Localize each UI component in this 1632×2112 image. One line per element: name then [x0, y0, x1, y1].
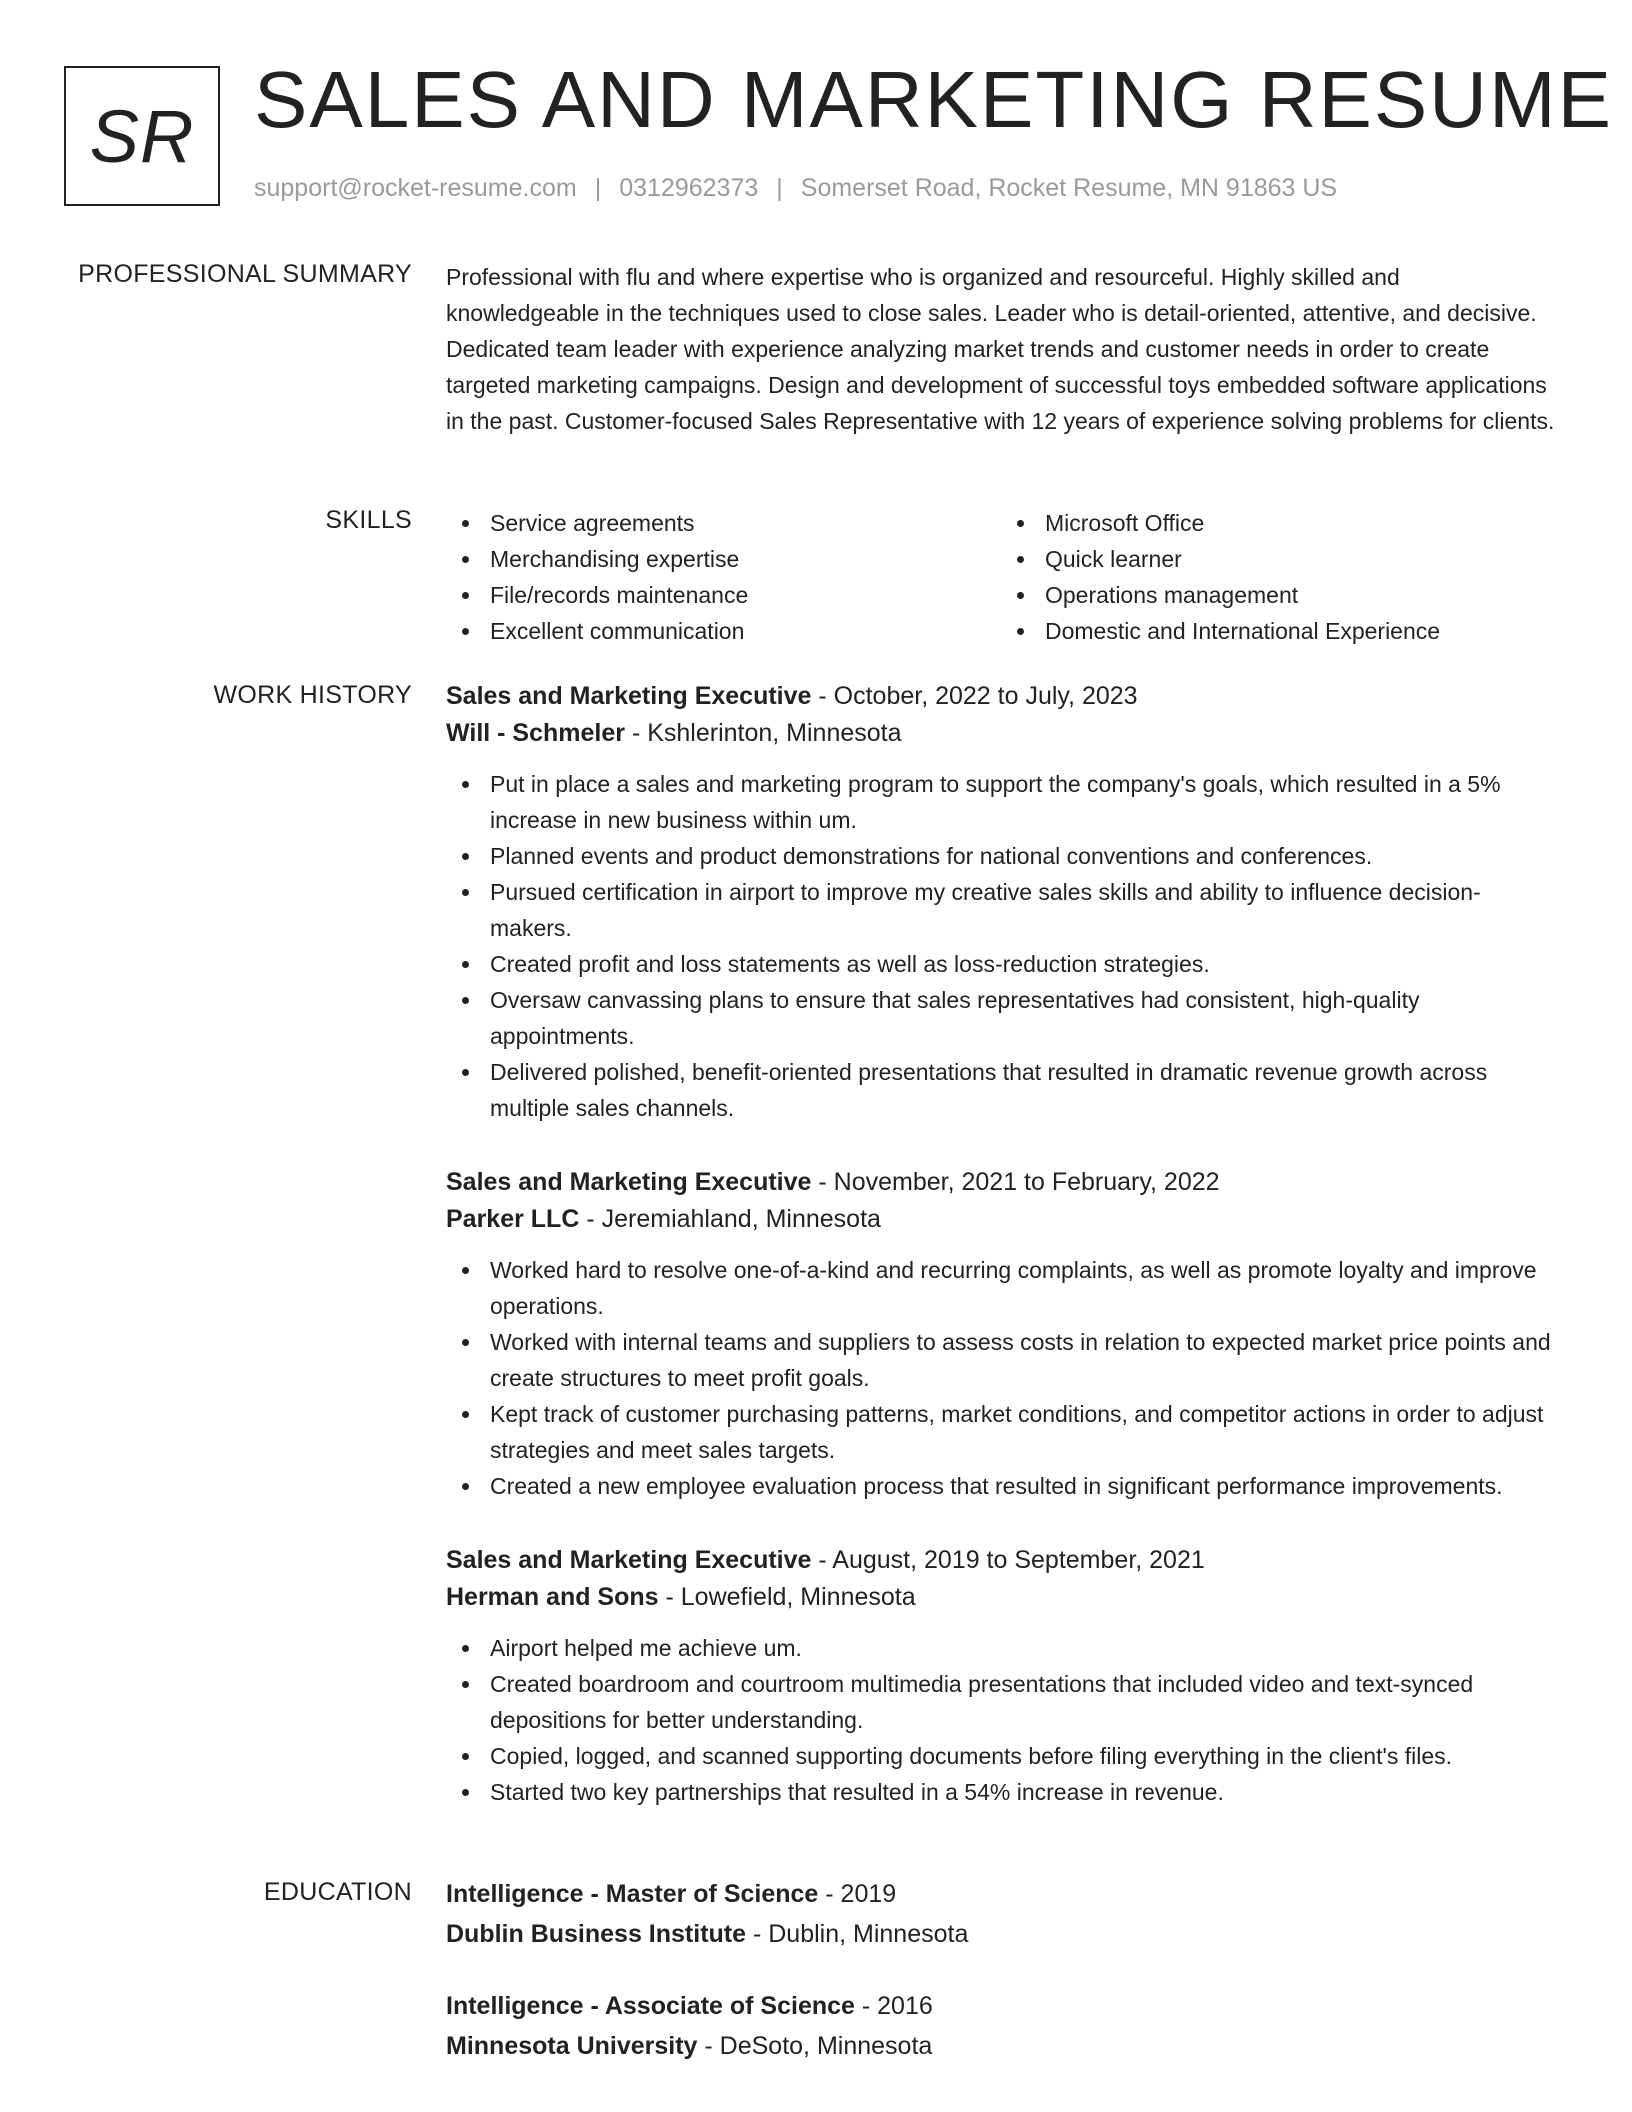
monogram-badge: SR	[64, 66, 220, 206]
job-duty: Created boardroom and courtroom multimedia presentations that included video and text-synced depositions for better understanding.	[490, 1666, 1556, 1738]
job-duties	[446, 766, 1556, 1126]
skill-item: Domestic and International Experience	[1045, 613, 1556, 649]
job-duty: Started two key partnerships that resulted in a 54% increase in revenue.	[490, 1774, 1556, 1810]
degree: Intelligence - Associate of Science	[446, 1992, 855, 2020]
skill-item: Excellent communication	[490, 613, 1001, 649]
education-heading: EDUCATION	[263, 1878, 412, 1906]
contact-separator: |	[594, 174, 602, 202]
degree-year: - 2016	[854, 1992, 933, 2020]
job-duty: Copied, logged, and scanned supporting documents before filing everything in the client's files.	[490, 1738, 1556, 1774]
contact-phone[interactable]: 0312962373	[619, 174, 759, 202]
summary-heading: PROFESSIONAL SUMMARY	[78, 260, 412, 288]
job-duty: Created a new employee evaluation process that resulted in significant performance improvements.	[490, 1468, 1556, 1504]
job-title: Sales and Marketing Executive	[446, 1168, 812, 1196]
skills-columns	[446, 505, 1556, 649]
job-title-line	[446, 1542, 1556, 1579]
job-dates: - November, 2021 to February, 2022	[811, 1168, 1220, 1196]
degree-line	[446, 1986, 1556, 2026]
skills-heading: SKILLS	[325, 506, 412, 534]
job-title-line	[446, 678, 1556, 715]
school: Minnesota University	[446, 2032, 698, 2060]
job-location: - Kshlerinton, Minnesota	[625, 719, 902, 747]
job-location: - Lowefield, Minnesota	[658, 1583, 916, 1611]
skill-item: File/records maintenance	[490, 577, 1001, 613]
job-duty: Oversaw canvassing plans to ensure that sales representatives had consistent, high-quality appointments.	[490, 982, 1556, 1054]
education-entry	[446, 1874, 1556, 1954]
job-duty: Worked hard to resolve one-of-a-kind and recurring complaints, as well as promote loyalty and improve operations.	[490, 1252, 1556, 1324]
contact-address: Somerset Road, Rocket Resume, MN 91863 US	[800, 174, 1338, 202]
work-history-heading: WORK HISTORY	[213, 681, 412, 709]
job-duty: Worked with internal teams and suppliers to assess costs in relation to expected market price points and create structures to meet profit goals.	[490, 1324, 1556, 1396]
degree-year: - 2019	[818, 1880, 897, 1908]
work-history-body	[446, 678, 1556, 1848]
job-duties	[446, 1252, 1556, 1504]
job-company: Parker LLC	[446, 1205, 580, 1233]
job-duty: Delivered polished, benefit-oriented presentations that resulted in dramatic revenue growth across multiple sales channels.	[490, 1054, 1556, 1126]
school-location: - Dublin, Minnesota	[746, 1920, 969, 1948]
job-company: Will - Schmeler	[446, 719, 625, 747]
degree: Intelligence - Master of Science	[446, 1880, 819, 1908]
job-duty: Created profit and loss statements as well as loss-reduction strategies.	[490, 946, 1556, 982]
degree-line	[446, 1874, 1556, 1914]
skills-list-right	[1001, 505, 1556, 649]
job-duty: Kept track of customer purchasing patterns, market conditions, and competitor actions in order to adjust strategies and meet sales targets.	[490, 1396, 1556, 1468]
job-entry	[446, 1542, 1556, 1810]
contact-email[interactable]: support@rocket-resume.com	[254, 174, 577, 202]
job-company-line	[446, 1579, 1556, 1616]
skill-item: Service agreements	[490, 505, 1001, 541]
job-title: Sales and Marketing Executive	[446, 1546, 812, 1574]
summary-text: Professional with flu and where expertise who is organized and resourceful. Highly skilled and knowledgeable in the techniques used to close sales. Leader who is detail-oriented, attentive, and decisive. Dedicated team leader with experience analyzing market trends and customer needs in order to create targeted marketing campaigns. Design and development of successful toys embedded software applications in the past. Customer-focused Sales Representative with 12 years of experience solving problems for clients.	[446, 264, 1555, 434]
school: Dublin Business Institute	[446, 1920, 747, 1948]
skill-item: Microsoft Office	[1045, 505, 1556, 541]
job-entry	[446, 678, 1556, 1126]
job-dates: - October, 2022 to July, 2023	[811, 682, 1138, 710]
skills-body	[446, 505, 1556, 649]
job-duty: Planned events and product demonstrations for national conventions and conferences.	[490, 838, 1556, 874]
education-entry	[446, 1986, 1556, 2066]
school-location: - DeSoto, Minnesota	[697, 2032, 933, 2060]
school-line	[446, 1914, 1556, 1954]
job-company-line	[446, 1201, 1556, 1238]
skill-item: Merchandising expertise	[490, 541, 1001, 577]
job-duties	[446, 1630, 1556, 1810]
education-body	[446, 1874, 1556, 2098]
skill-item: Operations management	[1045, 577, 1556, 613]
job-title-line	[446, 1164, 1556, 1201]
contact-line	[254, 174, 1337, 203]
school-line	[446, 2026, 1556, 2066]
job-duty: Put in place a sales and marketing program to support the company's goals, which resulted in a 5% increase in new business within um.	[490, 766, 1556, 838]
job-location: - Jeremiahland, Minnesota	[579, 1205, 881, 1233]
skill-item: Quick learner	[1045, 541, 1556, 577]
job-title: Sales and Marketing Executive	[446, 682, 812, 710]
job-entry	[446, 1164, 1556, 1504]
job-duty: Pursued certification in airport to improve my creative sales skills and ability to influence decision-makers.	[490, 874, 1556, 946]
summary-body	[446, 259, 1556, 439]
contact-separator: |	[776, 174, 783, 202]
job-duty: Airport helped me achieve um.	[490, 1630, 1556, 1666]
job-company: Herman and Sons	[446, 1583, 659, 1611]
job-company-line	[446, 715, 1556, 752]
resume-title: SALES AND MARKETING RESUME	[254, 55, 1613, 144]
skills-list-left	[446, 505, 1001, 649]
job-dates: - August, 2019 to September, 2021	[811, 1546, 1205, 1574]
